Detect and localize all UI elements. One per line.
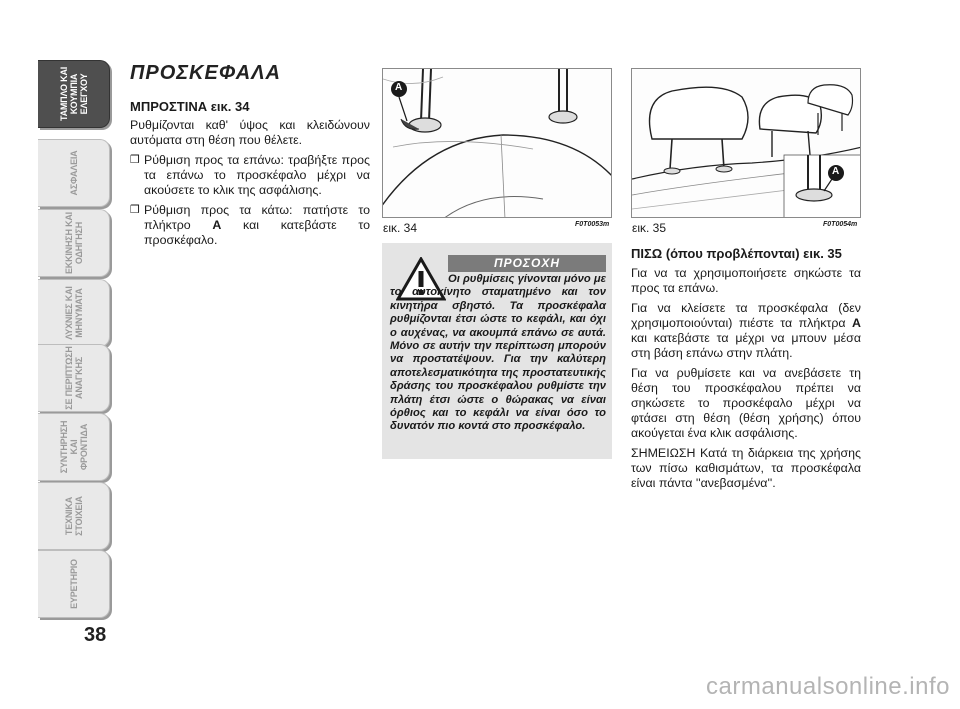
rear-para-2-post: και κατεβάστε τα μέχρι να μπουν μέσα στη βάση επάνω στην πλάτη.: [631, 331, 861, 360]
figure-34-code: F0T0053m: [575, 221, 610, 228]
front-headrest-illustration: [383, 69, 612, 218]
figure-35-label-a: A: [832, 166, 840, 177]
watermark: carmanualsonline.info: [706, 673, 950, 700]
front-intro: Ρυθμίζονται καθ' ύψος και κλειδώνουν αυτόματα στη θέση που θέλετε.: [130, 118, 370, 147]
chapter-sidebar: [38, 60, 110, 620]
tab-dashboard-controls[interactable]: [38, 60, 110, 128]
rear-para-2-pre: Για να κλείσετε τα προσκέφαλα (δεν χρησιμοποιούνται) πιέστε τα πλήκτρα: [631, 301, 861, 330]
tab-label: ΤΑΜΠΛΟ ΚΑΙ ΚΟΥΜΠΙΑ ΕΛΕΓΧΟΥ: [58, 66, 89, 122]
tab-starting-driving[interactable]: [38, 209, 110, 277]
figure-34-caption: εικ. 34: [383, 221, 418, 235]
tab-label: ΑΣΦΑΛΕΙΑ: [68, 150, 79, 196]
bullet-raise: [130, 153, 370, 198]
rear-heading: ΠΙΣΩ (όπου προβλέπονται) εικ. 35: [631, 246, 842, 261]
figure-35-code: F0T0054m: [823, 221, 858, 228]
tab-label: ΕΚΚΙΝΗΣΗ ΚΑΙ ΟΔΗΓΗΣΗ: [63, 212, 84, 275]
tab-index[interactable]: [38, 550, 110, 618]
tab-label: ΣΕ ΠΕΡΙΠΤΩΣΗ ΑΝΑΓΚΗΣ: [63, 346, 84, 410]
tab-warning-lights[interactable]: [38, 279, 110, 347]
tab-label: ΣΥΝΤΗΡΗΣΗ ΚΑΙ ΦΡΟΝΤΙΔΑ: [58, 420, 89, 474]
tab-label: ΕΥΡΕΤΗΡΙΟ: [68, 559, 79, 609]
key-a: A: [852, 316, 861, 330]
warning-box: [382, 243, 612, 459]
rear-headrest-section: [631, 246, 861, 496]
tab-maintenance[interactable]: [38, 413, 110, 481]
bullet-lower: [130, 203, 370, 248]
warning-text: Οι ρυθμίσεις γίνονται μόνο με το αυτοκίνητο σταματημένο και τον κινητήρα σβηστό. Τα προσκέφαλα ρυθμίζονται έτσι ώστε το κεφάλι, και όχι ο αυχένας, να ακουμπά επάνω σε αυτά. Μόνο σε αυτήν την περίπτωση μπορούν να προστατέψουν. Για την καλύτερη αποτελεσματικότητα της προστατευτικής δράσης του προσκέφαλου ρυθμίστε την πλάτη έτσι ώστε ο θώρακας να είναι όρθιος και το κεφάλι να είναι όσο το δυνατόν πιο κοντά στο προσκέφαλο.: [390, 273, 606, 433]
front-headrest-section: [130, 62, 370, 253]
figure-35-caption: εικ. 35: [632, 221, 667, 235]
page-title: ΠΡΟΣΚΕΦΑΛΑ: [130, 62, 281, 84]
figure-34-label-a: A: [395, 82, 403, 93]
page-number: 38: [84, 624, 107, 646]
rear-note: ΣΗΜΕΙΩΣΗ Κατά τη διάρκεια της χρήσης των πίσω καθισμάτων, τα προσκέφαλα είναι πάντα ''ανεβασμένα''.: [631, 446, 861, 490]
front-heading: ΜΠΡΟΣΤΙΝΑ εικ. 34: [130, 99, 250, 114]
tab-label: ΛΥΧΝΙΕΣ ΚΑΙ ΜΗΝΥΜΑΤΑ: [63, 286, 84, 340]
checkbox-bullet-icon: ❒: [130, 154, 140, 166]
tab-emergency[interactable]: [38, 344, 110, 412]
bullet-text: Ρύθμιση προς τα επάνω: τραβήξτε προς τα επάνω το προσκέφαλο μέχρι να ακούσετε το κλικ της ασφάλισης.: [144, 153, 370, 197]
tab-label: ΤΕΧΝΙΚΑ ΣΤΟΙΧΕΙΑ: [63, 496, 84, 536]
tab-safety[interactable]: [38, 139, 110, 207]
rear-para-1: Για να τα χρησιμοποιήσετε σηκώστε τα προς τα επάνω.: [631, 266, 861, 295]
warning-banner: ΠΡΟΣΟΧΗ: [448, 255, 606, 272]
figure-34-front-headrest: [382, 68, 612, 218]
key-a: A: [212, 218, 222, 232]
rear-headrests-illustration: [632, 69, 861, 218]
bullet-text: [144, 203, 370, 248]
checkbox-bullet-icon: ❒: [130, 204, 140, 216]
rear-para-2: [631, 301, 861, 361]
rear-para-3: Για να ρυθμίσετε και να ανεβάσετε τη θέση του προσκέφαλου πρέπει να σηκώσετε το προσκέφαλο μέχρι να φτάσει στη θέση (θέση χρήσης) όπου ακούγεται ένα κλικ ασφάλισης.: [631, 366, 861, 440]
bullet-text-pre: Ρύθμιση προς τα κάτω: πατήστε το πλήκτρο: [144, 203, 370, 232]
tab-technical-data[interactable]: [38, 482, 110, 550]
figure-35-rear-headrests: [631, 68, 861, 218]
bullet-text-post: και κατεβάστε το προσκέφαλο.: [144, 218, 370, 247]
